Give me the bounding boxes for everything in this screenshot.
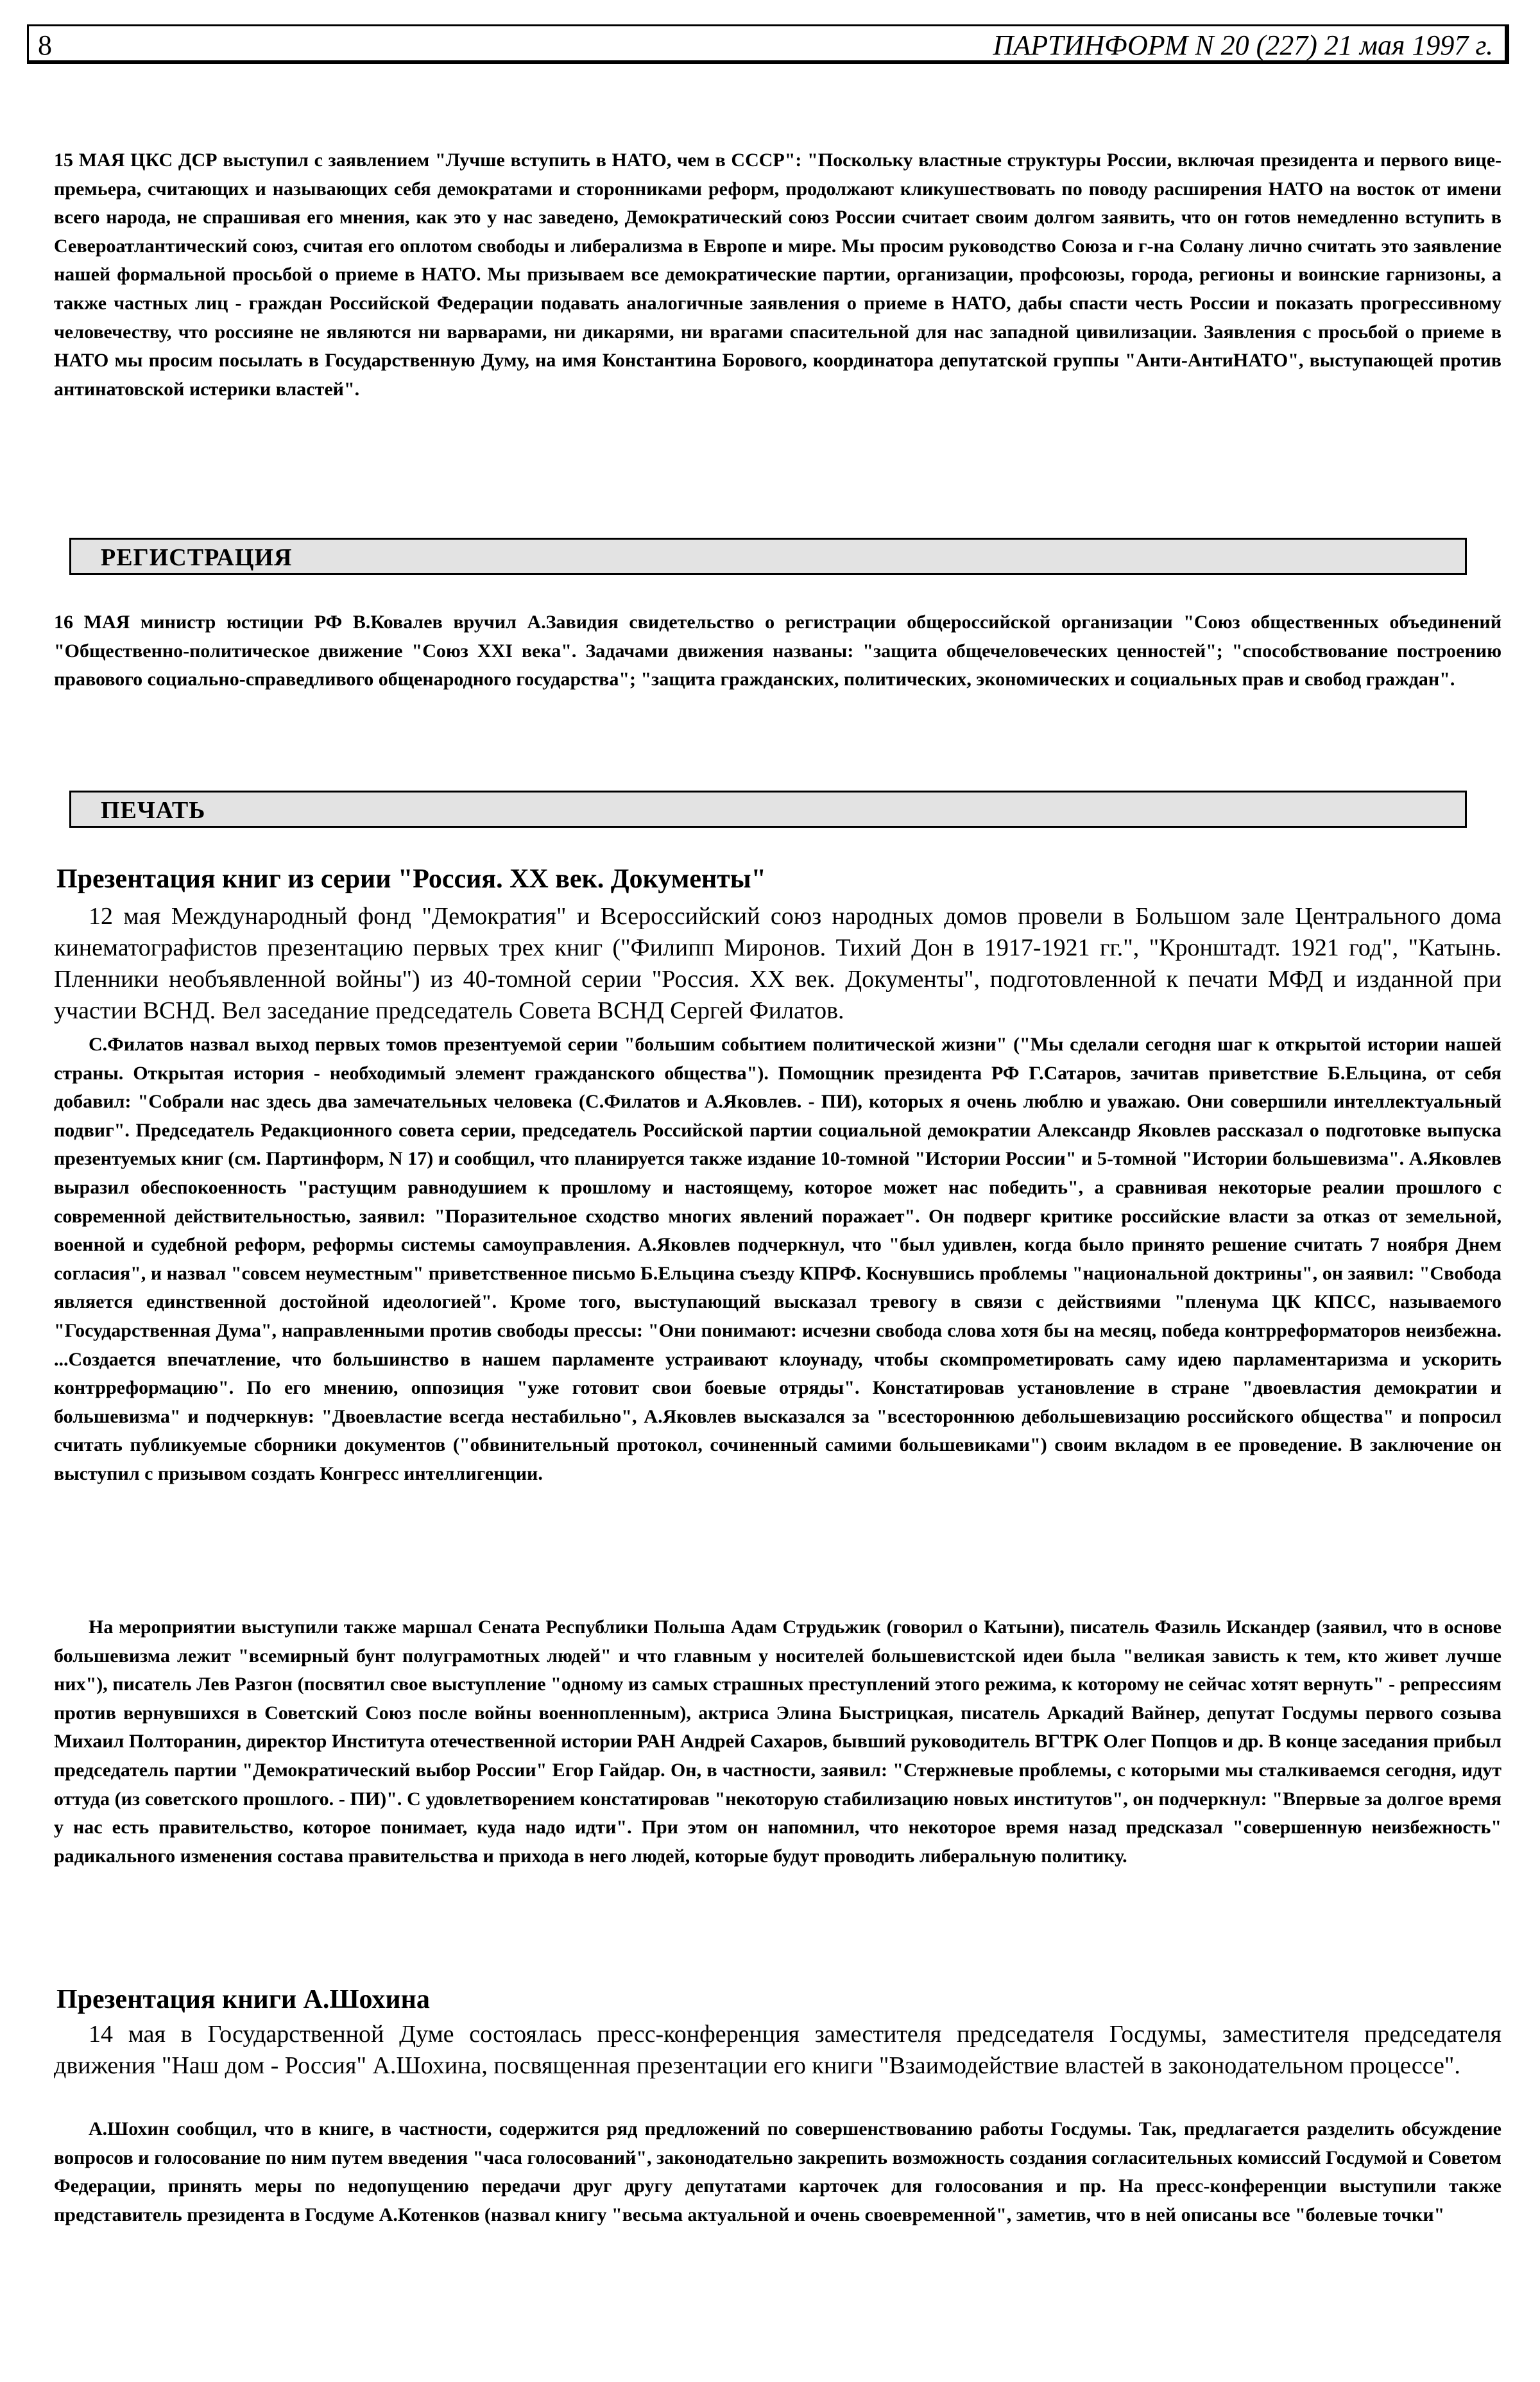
article-lead: 14 мая в Государственной Думе состоялась пресс-конференция заместителя председателя Госдумы, заместителя председателя движения "Наш дом - Россия" А.Шохина, посвященная презентации его книги "Взаимодействие властей в законодательном процессе".: [54, 2021, 1502, 2079]
section-heading-label: РЕГИСТРАЦИЯ: [101, 544, 293, 571]
article-lead: 12 мая Международный фонд "Демократия" и Всероссийский союз народных домов провели в Большом зале Центрального дома кинематографистов презентацию первых трех книг ("Филипп Миронов. Тихий Дон в 1917-1921 гг.", "Кронштадт. 1921 год", "Катынь. Пленники необъявленной войны") из 40-томной серии "Россия. XX век. Документы", подготовленной к печати МФД и изданной при участии ВСНД. Вел заседание председатель Совета ВСНД Сергей Филатов.: [54, 903, 1502, 1024]
intro-statement: 15 МАЯ ЦКС ДСР выступил с заявлением "Лучше вступить в НАТО, чем в СССР": "Поскольку властные структуры России, включая президента и первого вице-премьера, считающих и называющих себя демократами и сторонниками реформ, продолжают кликушествовать по поводу расширения НАТО на восток от имени всего народа, не спрашивая его мнения, как это у нас заведено, Демократический союз России считает своим долгом заявить, что он готов немедленно вступить в Североатлантический союз, считая его оплотом свободы и либерализма в Европе и мире. Мы просим руководство Союза и г-на Солану лично считать это заявление нашей формальной просьбой о приеме в НАТО. Мы призываем все демократические партии, организации, профсоюзы, города, регионы и воинские гарнизоны, а также частных лиц - граждан Российской Федерации подавать аналогичные заявления о приеме в НАТО, дабы спасти честь России и показать прогрессивному человечеству, что россияне не являются ни варварами, ни дикарями, ни врагами спасительной для нас западной цивилизации. Заявления с просьбой о приеме в НАТО мы просим посылать в Государственную Думу, на имя Константина Борового, координатора депутатской группы "Анти-АнтиНАТО", выступающей против антинатовской истерики властей".: [54, 150, 1502, 400]
page-header: [27, 24, 1509, 64]
article-title: Презентация книги А.Шохина: [56, 1985, 430, 2014]
section-heading-label: ПЕЧАТЬ: [101, 797, 206, 824]
article-paragraph: А.Шохин сообщил, что в книге, в частности, содержится ряд предложений по совершенствованию работы Госдумы. Так, предлагается разделить обсуждение вопросов и голосование по ним путем введения "часа голосований", законодательно закрепить возможность создания согласительных комиссий Госдумой и Советом Федерации, принять меры по недопущению передачи друг другу депутатами карточек для голосования и пр. На пресс-конференции выступили также представитель президента в Госдуме А.Котенков (назвал книгу "весьма актуальной и очень своевременной", заметив, что в ней описаны все "болевые точки": [54, 2118, 1502, 2225]
page-number: 8: [38, 30, 52, 61]
section-heading-press: [69, 791, 1467, 828]
article-paragraph: С.Филатов назвал выход первых томов презентуемой серии "большим событием политической жизни" ("Мы сделали сегодня шаг к открытой истории нашей страны. Открытая история - необходимый элемент гражданского общества"). Помощник президента РФ Г.Сатаров, зачитав приветствие Б.Ельцина, от себя добавил: "Собрали нас здесь два замечательных человека (С.Филатов и А.Яковлев. - ПИ), которых я очень люблю и уважаю. Они совершили интеллектуальный подвиг". Председатель Редакционного совета серии, председатель Российской партии социальной демократии Александр Яковлев рассказал о подготовке выпуска презентуемых книг (см. Партинформ, N 17) и сообщил, что планируется также издание 10-томной "Истории России" и 5-томной "Истории большевизма". А.Яковлев выразил обеспокоенность "растущим равнодушием к прошлому и настоящему, которое может нас победить", а сравнивая некоторые реалии прошлого с современной действительностью, заявил: "Поразительное сходство многих явлений поражает". Он подверг критике российские власти за отказ от земельной, военной и судебной реформ, реформы системы самоуправления. А.Яковлев подчеркнул, что "был удивлен, когда было принято решение считать 7 ноября Днем согласия", и назвал "совсем неуместным" приветственное письмо Б.Ельцина съезду КПРФ. Коснувшись проблемы "национальной доктрины", он заявил: "Свобода является единственной достойной идеологией". Кроме того, выступающий высказал тревогу в связи с действиями "пленума ЦК КПСС, называемого "Государственная Дума", направленными против свободы прессы: "Они понимают: исчезни свобода слова хотя бы на месяц, победа контрреформаторов неизбежна. ...Создается впечатление, что большинство в нашем парламенте устраивают клоунаду, чтобы скомпрометировать саму идею парламентаризма и ускорить контрреформацию". По его мнению, оппозиция "уже готовит свои боевые отряды". Констатировав установление в стране "двоевластия демократии и большевизма" и подчеркнув: "Двоевластие всегда нестабильно", А.Яковлев высказался за "всестороннюю дебольшевизацию российского общества" и попросил считать публикуемые сборники документов ("обвинительный протокол, сочиненный самими большевиками") своим вкладом в ее проведение. В заключение он выступил с призывом создать Конгресс интеллигенции.: [54, 1034, 1502, 1484]
article-paragraph: На мероприятии выступили также маршал Сената Республики Польша Адам Струдьжик (говорил о Катыни), писатель Фазиль Искандер (заявил, что в основе большевизма лежит "всемирный бунт полуграмотных людей" и что главным у носителей большевистской идеи была "великая зависть к тем, кто живет лучше них"), писатель Лев Разгон (посвятил свое выступление "одному из самых страшных преступлений этого режима, к которому не сейчас хотят вернуть" - репрессиям против вернувшихся в Советский Союз после войны военнопленным), актриса Элина Быстрицкая, писатель Аркадий Вайнер, депутат Госдумы первого созыва Михаил Полторанин, директор Института отечественной истории РАН Андрей Сахаров, бывший руководитель ВГТРК Олег Попцов и др. В конце заседания прибыл председатель партии "Демократический выбор России" Егор Гайдар. Он, в частности, заявил: "Стержневые проблемы, с которыми мы сталкиваемся сегодня, идут оттуда (из советского прошлого. - ПИ)". С удовлетворением констатировав "некоторую стабилизацию новых институтов", он подчеркнул: "Впервые за долгое время у нас есть правительство, которое понимает, куда надо идти". При этом он напомнил, что некоторое время назад предсказал "совершенную неизбежность" радикального изменения состава правительства и прихода в него людей, которые будут проводить либеральную политику.: [54, 1616, 1502, 1867]
publication-title: ПАРТИНФОРМ N 20 (227) 21 мая 1997 г.: [993, 30, 1493, 61]
registration-text: 16 МАЯ министр юстиции РФ В.Ковалев вручил А.Завидия свидетельство о регистрации общероссийской организации "Союз общественных объединений "Общественно-политическое движение "Союз XXI века". Задачами движения названы: "защита общечеловеческих ценностей"; "способствование построению правового социально-справедливого общенародного государства"; "защита гражданских, политических, экономических и социальных прав и свобод граждан".: [54, 612, 1502, 690]
article-title: Презентация книг из серии "Россия. XX век. Документы": [56, 864, 766, 894]
section-heading-registration: [69, 538, 1467, 575]
